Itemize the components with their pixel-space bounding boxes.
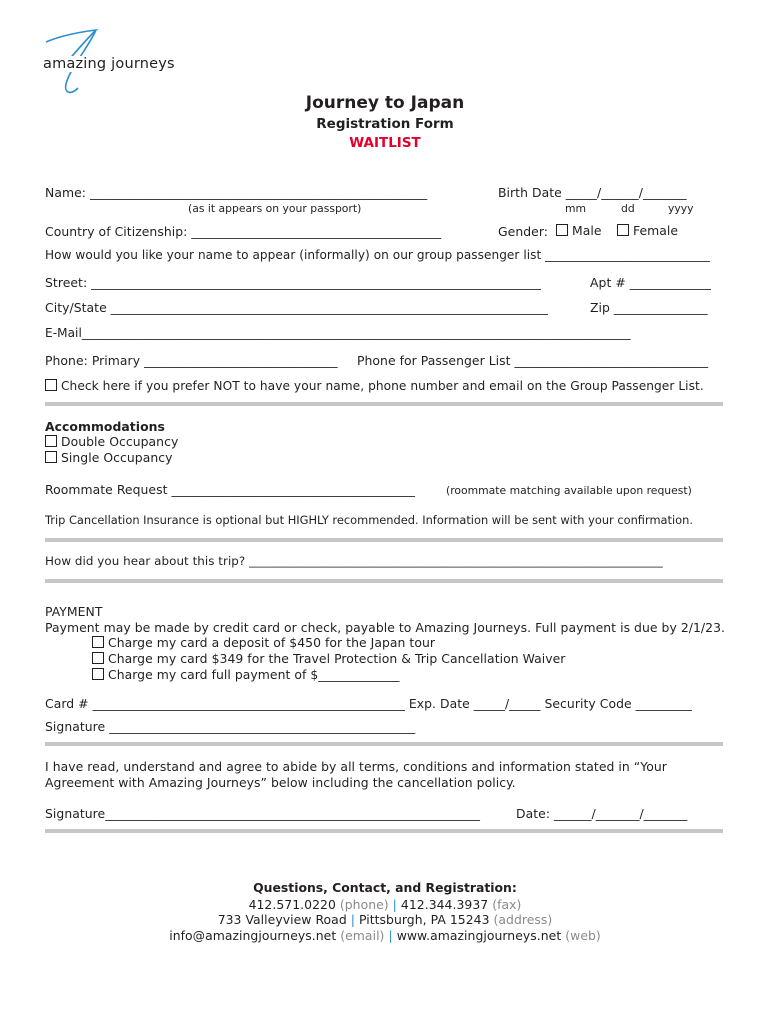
insurance-note: Trip Cancellation Insurance is optional but HIGHLY recommended. Information will be sent with your confirmation. <box>45 513 693 527</box>
full-payment-checkbox[interactable] <box>92 668 104 680</box>
deposit-label: Charge my card a deposit of $450 for the Japan tour <box>108 635 436 650</box>
gender-label: Gender: <box>498 224 548 239</box>
citizenship-field[interactable]: Country of Citizenship: ________________________________________ <box>45 224 442 239</box>
name-hint: (as it appears on your passport) <box>188 202 362 215</box>
form-subtitle: Registration Form <box>316 116 454 132</box>
female-checkbox[interactable] <box>617 224 629 236</box>
waitlist-badge: WAITLIST <box>349 135 421 151</box>
section-divider <box>45 538 723 542</box>
section-divider <box>45 829 723 833</box>
waiver-option[interactable] <box>92 651 565 666</box>
payment-note: Payment may be made by credit card or check, payable to Amazing Journeys. Full payment is due by 2/1/23. <box>45 620 725 635</box>
city-state-field[interactable]: City/State ______________________________________________________________________ <box>45 300 548 315</box>
agreement-text-line1: I have read, understand and agree to abide by all terms, conditions and information stated in “Your <box>45 759 667 774</box>
agreement-text-line2: Agreement with Amazing Journeys” below including the cancellation policy. <box>45 775 516 790</box>
payment-heading: PAYMENT <box>45 604 103 619</box>
logo <box>40 28 175 100</box>
fax-tag: (fax) <box>492 897 522 912</box>
phone-number[interactable]: 412.571.0220 <box>248 897 336 912</box>
card-field[interactable]: Card # __________________________________________________ Exp. Date _____/_____ Security Code _________ <box>45 696 692 711</box>
gender-female-option[interactable] <box>617 223 678 238</box>
page-title: Journey to Japan <box>305 93 465 113</box>
apt-field[interactable]: Apt # _____________ <box>590 275 711 290</box>
single-occupancy-checkbox[interactable] <box>45 451 57 463</box>
optout-checkbox[interactable] <box>45 379 57 391</box>
full-payment-label: Charge my card full payment of $_____________ <box>108 667 400 682</box>
double-occupancy-option[interactable] <box>45 434 178 449</box>
city-address: Pittsburgh, PA 15243 <box>358 912 490 927</box>
separator: | <box>388 928 393 943</box>
informal-name-field[interactable]: How would you like your name to appear (informally) on our group passenger list ___________________________ <box>45 248 710 262</box>
contact-address-line <box>0 912 770 927</box>
waiver-checkbox[interactable] <box>92 652 104 664</box>
street-field[interactable]: Street: ________________________________________________________________________ <box>45 275 541 290</box>
zip-field[interactable]: Zip _______________ <box>590 300 708 315</box>
optout-option[interactable] <box>45 379 704 393</box>
double-occupancy-checkbox[interactable] <box>45 435 57 447</box>
section-divider <box>45 579 723 583</box>
contact-phone-line <box>0 897 770 912</box>
gender-male-option[interactable] <box>556 223 602 238</box>
section-divider <box>45 742 723 746</box>
male-label: Male <box>572 223 602 238</box>
web-link[interactable]: www.amazingjourneys.net <box>396 928 562 943</box>
primary-phone-field[interactable]: Phone: Primary _______________________________ <box>45 353 338 368</box>
double-occupancy-label: Double Occupancy <box>61 434 179 449</box>
agreement-signature-field[interactable]: Signature____________________________________________________________ <box>45 806 480 821</box>
section-divider <box>45 402 723 406</box>
single-occupancy-label: Single Occupancy <box>61 450 173 465</box>
waiver-label: Charge my card $349 for the Travel Protection & Trip Cancellation Waiver <box>108 651 566 666</box>
contact-heading: Questions, Contact, and Registration: <box>253 880 517 895</box>
email-tag: (email) <box>340 928 385 943</box>
separator: | <box>350 912 355 927</box>
street-address: 733 Valleyview Road <box>217 912 347 927</box>
web-tag: (web) <box>565 928 601 943</box>
deposit-option[interactable] <box>92 635 435 650</box>
single-occupancy-option[interactable] <box>45 450 173 465</box>
accommodations-heading: Accommodations <box>45 419 165 434</box>
address-tag: (address) <box>493 912 553 927</box>
birth-date-field[interactable]: Birth Date _____/______/_______ <box>498 185 687 200</box>
phone-tag: (phone) <box>339 897 389 912</box>
email-field[interactable]: E-Mail__________________________________________________________________________________________ <box>45 326 631 340</box>
contact-web-line <box>0 928 770 943</box>
full-payment-option[interactable] <box>92 667 400 682</box>
logo-text: amazing journeys <box>43 56 175 72</box>
birth-dd-hint: dd <box>621 202 635 215</box>
optout-label: Check here if you prefer NOT to have your name, phone number and email on the Group Passenger List. <box>61 379 704 393</box>
female-label: Female <box>633 223 679 238</box>
email-link[interactable]: info@amazingjourneys.net <box>169 928 337 943</box>
referral-field[interactable]: How did you hear about this trip? _____________________________________________________________________ <box>45 554 663 568</box>
agreement-date-field[interactable]: Date: ______/_______/_______ <box>516 806 688 821</box>
roommate-field[interactable]: Roommate Request _______________________________________ <box>45 482 416 497</box>
male-checkbox[interactable] <box>556 224 568 236</box>
name-field[interactable]: Name: ______________________________________________________ <box>45 185 428 200</box>
deposit-checkbox[interactable] <box>92 636 104 648</box>
roommate-hint: (roommate matching available upon request) <box>446 484 692 497</box>
separator: | <box>392 897 397 912</box>
passenger-list-phone-field[interactable]: Phone for Passenger List _______________________________ <box>357 353 709 368</box>
payment-signature-field[interactable]: Signature _________________________________________________ <box>45 719 416 734</box>
birth-yyyy-hint: yyyy <box>668 202 694 215</box>
birth-mm-hint: mm <box>565 202 587 215</box>
fax-number: 412.344.3937 <box>400 897 489 912</box>
